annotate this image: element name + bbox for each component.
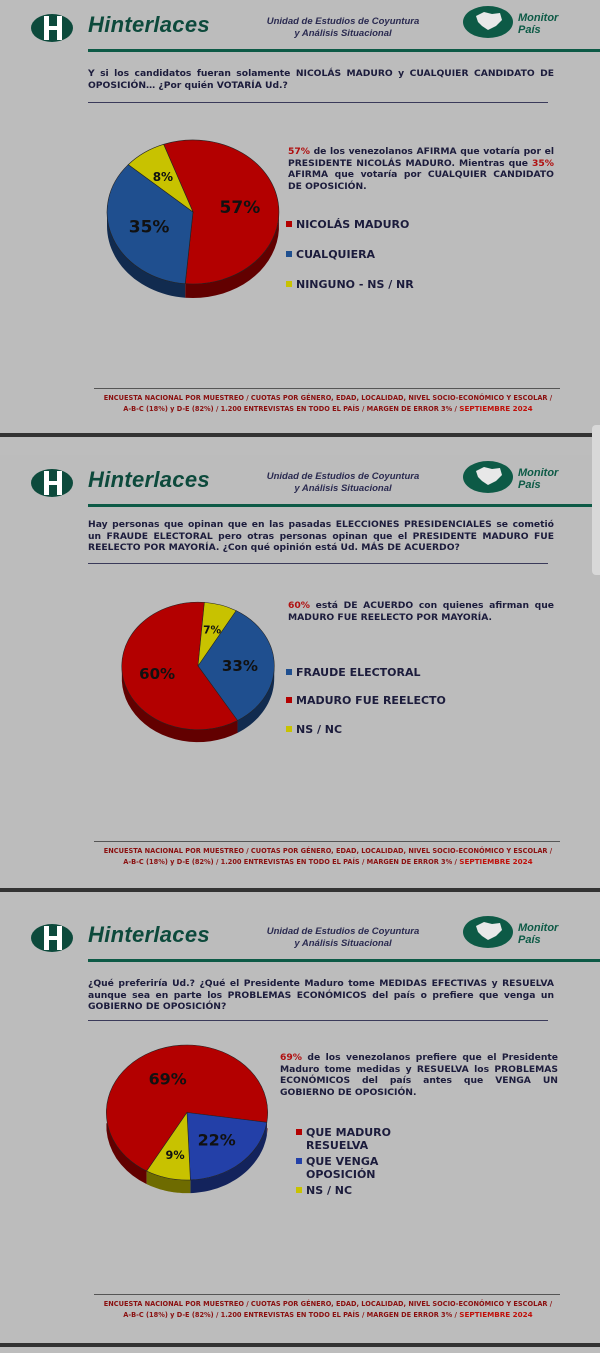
pie-data-label: 9% bbox=[165, 1148, 185, 1162]
legend-item bbox=[296, 218, 409, 231]
question-text: Y si los candidatos fueran solamente NICOLÁS MADURO y CUALQUIER CANDIDATO DE OPOSICIÓN… ¿Por quién VOTARÍA Ud.? bbox=[88, 68, 554, 91]
monitor-pais bbox=[518, 467, 578, 491]
legend-label: MADURO FUE REELECTO bbox=[296, 694, 446, 707]
legend-swatch bbox=[286, 726, 292, 732]
unit-line-2: y Análisis Situacional bbox=[294, 483, 392, 494]
logo-text: Hinterlaces bbox=[88, 922, 210, 947]
footer-line-2 bbox=[90, 1310, 566, 1321]
summary-text bbox=[288, 146, 554, 192]
legend-item bbox=[296, 248, 375, 261]
legend-label: NS / NC bbox=[296, 723, 343, 736]
slide-separator bbox=[0, 888, 600, 892]
venezuela-map-icon bbox=[462, 459, 514, 495]
summary-part-a: está DE ACUERDO con quienes afirman que MADURO FUE REELECTO POR MAYORÍA. bbox=[288, 600, 554, 623]
legend-item bbox=[296, 666, 421, 679]
footer-line-1: ENCUESTA NACIONAL POR MUESTREO / CUOTAS POR GÉNERO, EDAD, LOCALIDAD, NIVEL SOCIO-ECONÓMICO Y ESCOLAR / bbox=[103, 847, 553, 855]
header-line bbox=[88, 49, 600, 52]
monitor-line-2: País bbox=[518, 934, 541, 946]
pie-data-label: 8% bbox=[152, 170, 174, 185]
slide-separator bbox=[0, 433, 600, 437]
footer bbox=[90, 1300, 566, 1320]
legend-swatch bbox=[296, 1129, 302, 1135]
unit-line-1: Unidad de Estudios de Coyuntura bbox=[266, 926, 420, 937]
monitor-line-1: Monitor bbox=[518, 922, 559, 934]
header-line bbox=[88, 504, 600, 507]
pie-data-label: 33% bbox=[221, 656, 258, 675]
unit-title bbox=[248, 926, 438, 950]
summary-pct-2: 35% bbox=[532, 157, 554, 169]
question-text: Hay personas que opinan que en las pasadas ELECCIONES PRESIDENCIALES se cometió un FRAUDE ELECTORAL pero otras personas opinan que el PRESIDENTE MADURO FUE REELECTO POR MAYORÍA. ¿Con qué opinión está Ud. MÁS DE ACUERDO? bbox=[88, 519, 554, 553]
monitor-line-2: País bbox=[518, 24, 541, 36]
footer-line-2-text: A-B-C (18%) y D-E (82%) / 1.200 ENTREVISTAS EN TODO EL PAÍS / MARGEN DE ERROR 3% / bbox=[123, 404, 460, 413]
legend-swatch bbox=[286, 697, 292, 703]
legend-label: FRAUDE ELECTORAL bbox=[296, 666, 421, 679]
logo-text: Hinterlaces bbox=[88, 467, 210, 492]
summary-text bbox=[280, 1052, 558, 1098]
legend-item bbox=[296, 694, 446, 707]
slide-2 bbox=[0, 455, 600, 888]
unit-line-2: y Análisis Situacional bbox=[294, 28, 392, 39]
legend-swatch bbox=[286, 251, 292, 257]
legend-swatch bbox=[286, 669, 292, 675]
pie-data-label: 60% bbox=[139, 665, 176, 684]
footer bbox=[90, 847, 566, 867]
footer-line-1: ENCUESTA NACIONAL POR MUESTREO / CUOTAS POR GÉNERO, EDAD, LOCALIDAD, NIVEL SOCIO-ECONÓMICO Y ESCOLAR / bbox=[103, 1300, 553, 1308]
legend-label: CUALQUIERA bbox=[296, 248, 376, 261]
summary-text bbox=[288, 600, 554, 623]
question-rule bbox=[88, 563, 548, 564]
legend-item bbox=[306, 1126, 406, 1152]
pie-data-label: 57% bbox=[219, 197, 261, 218]
hinterlaces-logo-icon bbox=[30, 467, 80, 499]
monitor-line-2: País bbox=[518, 479, 541, 491]
question-rule bbox=[88, 1020, 548, 1021]
legend-label: NICOLÁS MADURO bbox=[296, 218, 410, 231]
venezuela-map-icon bbox=[462, 4, 514, 40]
monitor-line-1: Monitor bbox=[518, 12, 559, 24]
unit-title bbox=[248, 16, 438, 40]
pie-data-label: 69% bbox=[148, 1069, 187, 1089]
monitor-pais bbox=[518, 922, 578, 946]
summary-part-a: de los venezolanos AFIRMA que votaría por el PRESIDENTE NICOLÁS MADURO. Mientras que bbox=[288, 146, 554, 169]
unit-title bbox=[248, 471, 438, 495]
footer-rule bbox=[94, 1294, 560, 1295]
slide-3 bbox=[0, 910, 600, 1343]
slide-separator bbox=[0, 1343, 600, 1347]
legend-item bbox=[306, 1155, 406, 1181]
legend-item bbox=[306, 1184, 352, 1197]
monitor-pais bbox=[518, 12, 578, 36]
unit-line-1: Unidad de Estudios de Coyuntura bbox=[266, 16, 420, 27]
summary-part-b: AFIRMA que votaría por CUALQUIER CANDIDATO DE OPOSICIÓN. bbox=[288, 169, 554, 192]
question-text: ¿Qué preferiría Ud.? ¿Qué el Presidente Maduro tome MEDIDAS EFECTIVAS y RESUELVA aunque sea en parte los PROBLEMAS ECONÓMICOS del país o prefiere que venga un GOBIERNO DE OPOSICIÓN? bbox=[88, 978, 554, 1012]
pie-chart-1 bbox=[96, 132, 290, 308]
footer-line-2-text: A-B-C (18%) y D-E (82%) / 1.200 ENTREVISTAS EN TODO EL PAÍS / MARGEN DE ERROR 3% / bbox=[123, 857, 460, 866]
hinterlaces-logo-icon bbox=[30, 922, 80, 954]
summary-pct: 69% bbox=[280, 1052, 302, 1063]
question-rule bbox=[88, 102, 548, 103]
pie-data-label: 35% bbox=[128, 217, 170, 238]
summary-pct: 60% bbox=[288, 600, 310, 611]
unit-line-2: y Análisis Situacional bbox=[294, 938, 392, 949]
slide-1 bbox=[0, 0, 600, 433]
legend-label: QUE MADURO RESUELVA bbox=[306, 1126, 391, 1152]
legend-label: NINGUNO - NS / NR bbox=[296, 278, 414, 291]
footer-line-2-text: A-B-C (18%) y D-E (82%) / 1.200 ENTREVISTAS EN TODO EL PAÍS / MARGEN DE ERROR 3% / bbox=[123, 1310, 460, 1319]
legend-label: NS / NC bbox=[306, 1184, 353, 1197]
summary-part-a: de los venezolanos prefiere que el Presidente Maduro tome medidas y RESUELVA los PROBLEMAS ECONÓMICOS del país antes que VENGA UN GOBIERNO DE OPOSICIÓN. bbox=[280, 1052, 558, 1098]
pie-chart-2 bbox=[112, 595, 284, 751]
pie-chart-3 bbox=[96, 1026, 278, 1214]
footer-month: SEPTIEMBRE 2024 bbox=[459, 1309, 533, 1319]
monitor-line-1: Monitor bbox=[518, 467, 559, 479]
summary-pct: 57% bbox=[288, 146, 310, 157]
unit-line-1: Unidad de Estudios de Coyuntura bbox=[266, 471, 420, 482]
legend-swatch bbox=[286, 281, 292, 287]
footer bbox=[90, 394, 566, 414]
footer-line-2 bbox=[90, 857, 566, 868]
scrollbar-thumb[interactable] bbox=[592, 425, 600, 575]
footer-line-1: ENCUESTA NACIONAL POR MUESTREO / CUOTAS POR GÉNERO, EDAD, LOCALIDAD, NIVEL SOCIO-ECONÓMICO Y ESCOLAR / bbox=[103, 394, 553, 402]
footer-rule bbox=[94, 841, 560, 842]
footer-line-2 bbox=[90, 404, 566, 415]
legend-item bbox=[296, 278, 414, 291]
legend-label: QUE VENGA OPOSICIÓN bbox=[306, 1155, 379, 1181]
venezuela-map-icon bbox=[462, 914, 514, 950]
legend-swatch bbox=[296, 1158, 302, 1164]
pie-data-label: 22% bbox=[197, 1130, 236, 1150]
logo-text: Hinterlaces bbox=[88, 12, 210, 37]
footer-month: SEPTIEMBRE 2024 bbox=[459, 856, 533, 866]
header-line bbox=[88, 959, 600, 962]
legend-swatch bbox=[286, 221, 292, 227]
pie-data-label: 7% bbox=[203, 623, 222, 637]
footer-month: SEPTIEMBRE 2024 bbox=[459, 403, 533, 413]
legend-swatch bbox=[296, 1187, 302, 1193]
legend-item bbox=[296, 723, 342, 736]
footer-rule bbox=[94, 388, 560, 389]
hinterlaces-logo-icon bbox=[30, 12, 80, 44]
